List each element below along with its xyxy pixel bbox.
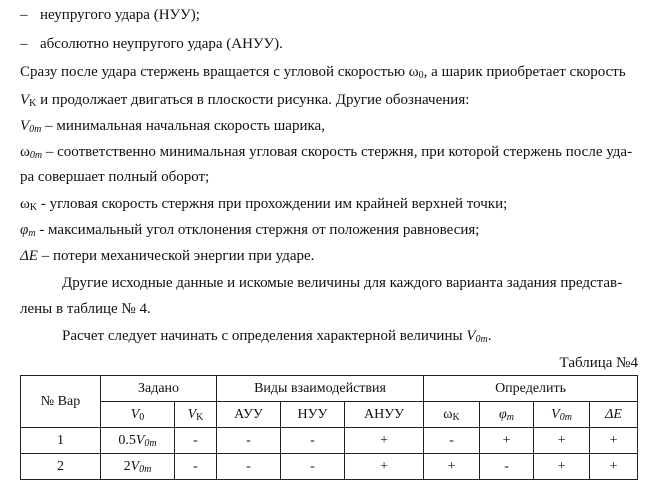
header-v0m: $V_{0m}$ bbox=[534, 402, 590, 428]
definition-w0m: $\omega_{0m}$ – соответственно минимальная угловая скорость стержня, при которой стержень после уда- bbox=[20, 144, 633, 161]
definition-w0m-continued: ра совершает полный оборот; bbox=[20, 169, 210, 185]
paragraph-line: Другие исходные данные и искомые величины для каждого варианта задания представ- bbox=[62, 275, 623, 291]
paragraph-line: $V_K$ и продолжает двигаться в плоскости рисунка. Другие обозначения: bbox=[20, 92, 470, 109]
header-nuu: НУУ bbox=[281, 402, 345, 428]
table-row: 1 $0.5V_{0m}$ - - - + - + + + bbox=[21, 428, 638, 454]
data-table bbox=[20, 375, 638, 480]
definition-wk: $\omega_K$ - угловая скорость стержня при прохождении им крайней верхней точки; bbox=[20, 196, 508, 213]
header-interaction-types: Виды взаимодействия bbox=[217, 376, 424, 402]
header-variant: № Вар bbox=[21, 376, 101, 428]
definition-v0m: $V_{0m}$ – минимальная начальная скорость шарика, bbox=[20, 118, 325, 135]
header-anuu: АНУУ bbox=[345, 402, 424, 428]
header-auu: АУУ bbox=[217, 402, 281, 428]
definition-de: ΔE – потери механической энергии при ударе. bbox=[20, 248, 315, 264]
header-vk: $V_K$ bbox=[175, 402, 217, 428]
header-given: Задано bbox=[101, 376, 217, 402]
list-item-nuu: – неупругого удара (НУУ); bbox=[20, 7, 200, 23]
header-v0: $V_0$ bbox=[101, 402, 175, 428]
definition-phim: $\varphi_m$ - максимальный угол отклонения стержня от положения равновесия; bbox=[20, 222, 480, 239]
paragraph-line: лены в таблице № 4. bbox=[20, 301, 151, 317]
paragraph-line: Сразу после удара стержень вращается с угловой скоростью $\omega_0$, а шарик приобретает скорость bbox=[20, 64, 626, 81]
header-determine: Определить bbox=[424, 376, 638, 402]
table-row: 2 $2V_{0m}$ - - - + + - + + bbox=[21, 454, 638, 480]
table-header-row bbox=[21, 376, 638, 402]
header-de: ΔE bbox=[590, 402, 638, 428]
paragraph-line: Расчет следует начинать с определения характерной величины $V_{0m}$. bbox=[62, 328, 492, 345]
header-phim: $\varphi_m$ bbox=[480, 402, 534, 428]
header-wk: $\omega_K$ bbox=[424, 402, 480, 428]
table-caption: Таблица №4 bbox=[559, 355, 638, 371]
table-subheader-row bbox=[21, 402, 638, 428]
list-item-anuu: – абсолютно неупругого удара (АНУУ). bbox=[20, 36, 283, 52]
